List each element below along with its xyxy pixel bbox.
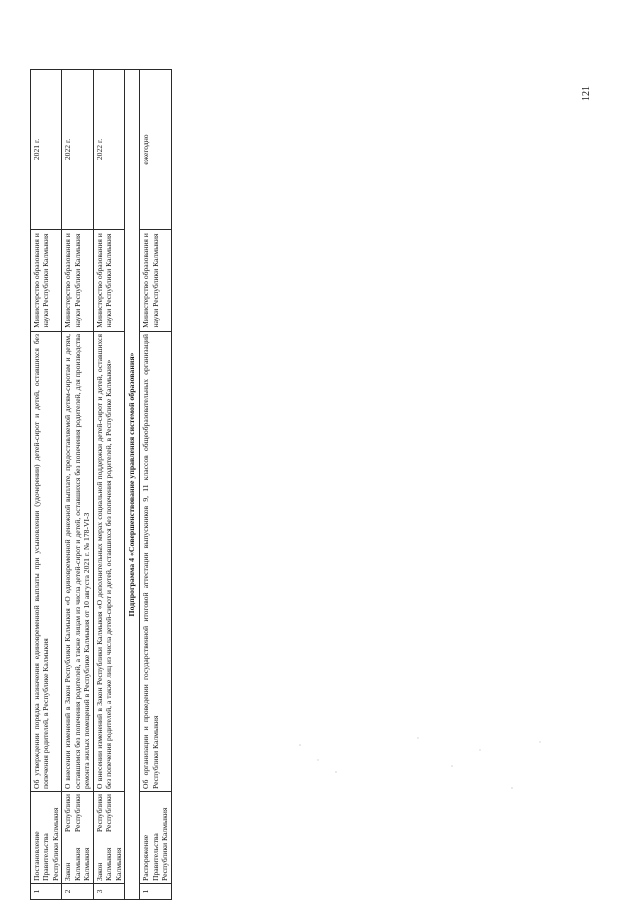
act-content: Об утверждении порядка назначения единовременной выплаты при усыновлении (удочерении) детей-сирот и детей, оставшихся без попечения родителей, в Республике Калмыкия — [31, 332, 62, 792]
act-type: Закон Республики Калмыкия Республики Калмыкия — [62, 792, 93, 884]
act-type: Распоряжение Правительства Республики Калмыкия — [140, 792, 171, 884]
act-content: О внесении изменений в Закон Республики Калмыкия «О дополнительных мерах социальной поддержки детей-сирот и детей, оставшихся без попечения родителей, а также лиц из числа детей-сирот и детей, оставшихся без попечения родителей, в Республике Калмыкия» — [93, 332, 124, 792]
act-term: 2022 г. — [93, 70, 124, 230]
act-term: ежегодно — [140, 70, 171, 230]
act-content: Об организации и проведении государственной итоговой аттестации выпускников 9, 11 классов общеобразовательных организаций Республики Калмыкия — [140, 332, 171, 792]
act-executor: Министерство образования и науки Республики Калмыкия — [93, 230, 124, 332]
act-content: О внесении изменений в Закон Республики Калмыкия «О единовременной денежной выплате, предоставляемой детям-сиротам и детям, оставшимся без попечения родителей, а также лицам из числа детей-сирот и детей, оставшихся без попечения родителей, для производства ремонта жилых помещений в Республике Калмыкия от 10 августа 2021 г. № 178-VI-З — [62, 332, 93, 792]
row-number: 1 — [31, 884, 62, 900]
act-executor: Министерство образования и науки Республики Калмыкия — [62, 230, 93, 332]
row-number: 2 — [62, 884, 93, 900]
act-term: 2022 г. — [62, 70, 93, 230]
act-type: Закон Республики Калмыкия Республики Калмыкия — [93, 792, 124, 884]
act-term: 2021 г. — [31, 70, 62, 230]
row-number: 1 — [140, 884, 171, 900]
row-number: 3 — [93, 884, 124, 900]
act-executor: Министерство образования и науки Республики Калмыкия — [31, 230, 62, 332]
subprogram-title: Подпрограмма 4 «Совершенствование управления системой образования» — [125, 70, 140, 900]
act-type: Постановление Правительства Республики Калмыкия — [31, 792, 62, 884]
page-number: 121 — [581, 86, 592, 101]
act-executor: Министерство образования и науки Республики Калмыкия — [140, 230, 171, 332]
